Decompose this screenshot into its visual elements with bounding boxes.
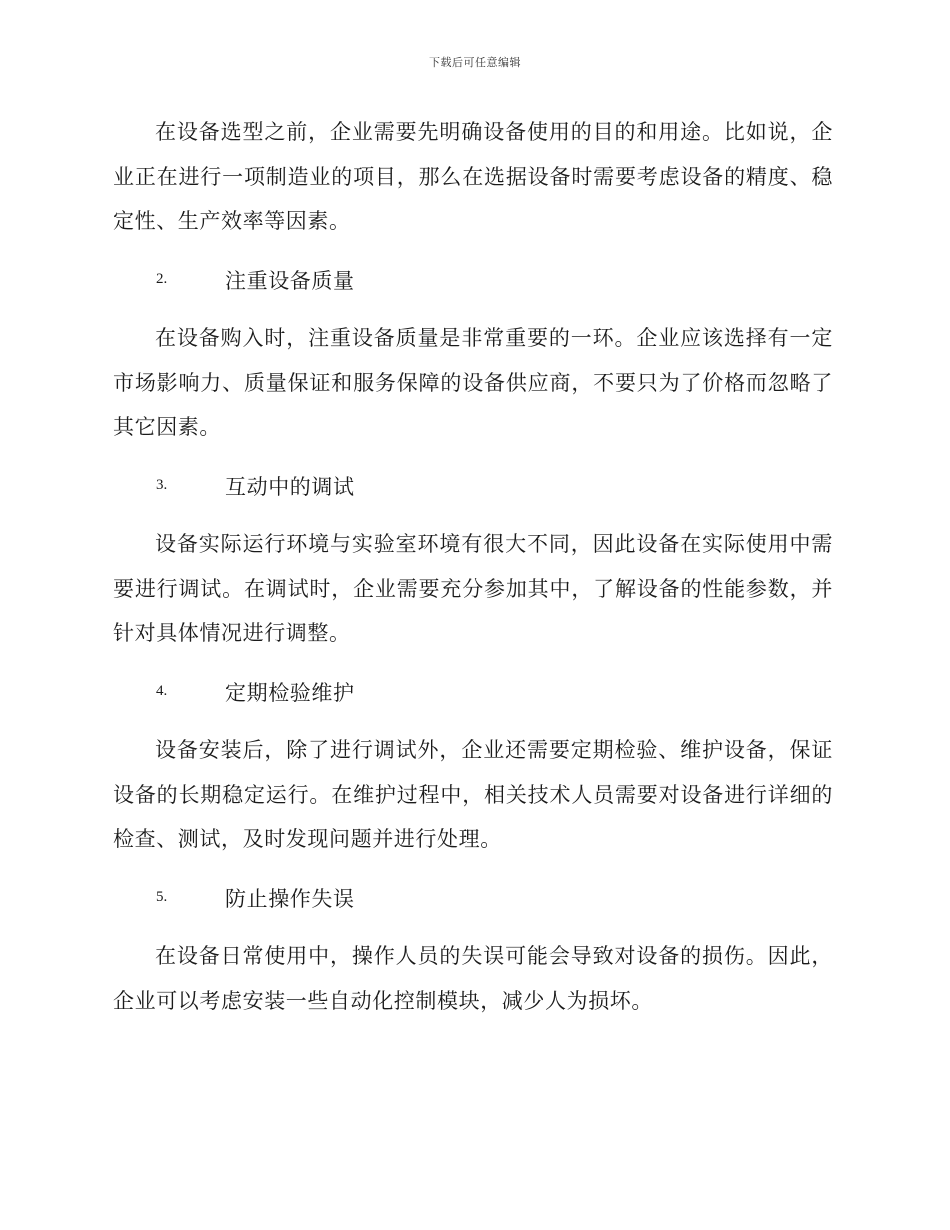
section-heading-3: [113, 464, 833, 509]
section-paragraph: 设备实际运行环境与实验室环境有很大不同，因此设备在实际使用中需要进行调试。在调试时，企业需要充分参加其中，了解设备的性能参数，并针对具体情况进行调整。: [113, 532, 833, 645]
section-number: 3.: [156, 477, 168, 494]
section-title: 互动中的调试: [225, 474, 355, 499]
section-heading-5: [113, 876, 833, 921]
page-header: 下载后可任意编辑: [429, 56, 521, 69]
section-title: 防止操作失误: [225, 886, 355, 911]
section-title: 注重设备质量: [225, 268, 355, 293]
section-paragraph: 在设备日常使用中，操作人员的失误可能会导致对设备的损伤。因此，企业可以考虑安装一些自动化控制模块，减少人为损坏。: [113, 944, 833, 1013]
section-paragraph: 在设备购入时，注重设备质量是非常重要的一环。企业应该选择有一定市场影响力、质量保证和服务保障的设备供应商，不要只为了价格而忽略了其它因素。: [113, 326, 833, 439]
section-number: 2.: [156, 271, 168, 288]
section-number: 5.: [156, 889, 168, 906]
section-paragraph: 设备安装后，除了进行调试外，企业还需要定期检验、维护设备，保证设备的长期稳定运行。在维护过程中，相关技术人员需要对设备进行详细的检查、测试，及时发现问题并进行处理。: [113, 738, 833, 851]
section-heading-4: [113, 670, 833, 715]
section-heading-2: [113, 258, 833, 303]
intro-paragraph: 在设备选型之前，企业需要先明确设备使用的目的和用途。比如说，企业正在进行一项制造业的项目，那么在选据设备时需要考虑设备的精度、稳定性、生产效率等因素。: [113, 120, 833, 233]
document-body: [113, 110, 833, 1023]
section-number: 4.: [156, 683, 168, 700]
section-title: 定期检验维护: [225, 680, 355, 705]
